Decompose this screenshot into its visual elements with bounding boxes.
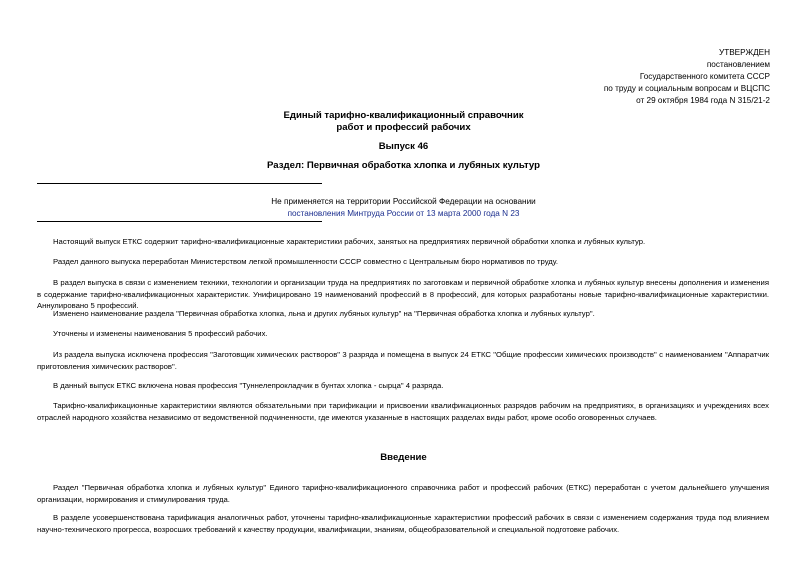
intro-paragraph: Раздел "Первичная обработка хлопка и лубяных культур" Единого тарифно-квалификационного справочника работ и профессий рабочих (ЕТКС) переработан с учетом дальнейшего улучшения организации, нормирования и стимулирования труда. [37, 483, 769, 504]
divider-bottom [37, 221, 322, 222]
paragraph: Раздел данного выпуска переработан Министерством легкой промышленности СССР совместно с Центральным бюро нормативов по труду. [53, 257, 558, 266]
document-title-line-2: работ и профессий рабочих [336, 122, 471, 133]
approval-line: по труду и социальным вопросам и ВЦСПС [603, 84, 770, 93]
intro-paragraph: В разделе усовершенствована тарификация аналогичных работ, уточнены тарифно-квалификационные характеристики профессий рабочих в связи с изменением содержания труда под влиянием научно-технического прогресса, возросших требований к качеству продукции, квалификации, знаниям, общеобразовательной и специальной подготовке рабочих. [37, 513, 769, 534]
divider-top [37, 183, 322, 184]
notice-link[interactable]: постановления Минтруда России от 13 марта 2000 года N 23 [287, 209, 520, 218]
paragraph: Изменено наименование раздела "Первичная обработка хлопка, льна и других лубяных культур" на "Первичная обработка хлопка и лубяных культур". [53, 309, 595, 318]
paragraph: Тарифно-квалификационные характеристики являются обязательными при тарификации и присвоении квалификационных разрядов рабочим на предприятиях, в организациях и учреждениях всех отраслей народного хозяйства независимо от ведомственной подчиненности, где имеются указанные в настоящих разделах виды работ, кроме особо оговоренных случаев. [37, 401, 769, 422]
approval-line: УТВЕРЖДЕН [719, 48, 770, 57]
approval-line: Государственного комитета СССР [639, 72, 770, 81]
approval-line: от 29 октября 1984 года N 315/21-2 [636, 96, 770, 105]
document-title-line-1: Единый тарифно-квалификационный справочник [283, 110, 524, 121]
paragraph: Настоящий выпуск ЕТКС содержит тарифно-квалификационные характеристики рабочих, занятых на предприятиях первичной обработки хлопка и лубяных культур. [53, 237, 646, 246]
issue-title: Выпуск 46 [378, 141, 429, 152]
paragraph: В данный выпуск ЕТКС включена новая профессия "Туннелепрокладчик в бунтах хлопка - сырца" 4 разряда. [53, 381, 444, 390]
paragraph: В раздел выпуска в связи с изменением техники, технологии и организации труда на предприятиях по заготовкам и первичной обработке хлопка и лубяных культур внесены дополнения и изменения в содержание тарифно-квалификационных характеристик. Унифицировано 19 наименований профессий в 8 профессий, для которых разработаны новые тарифно-квалификационные характеристики. Аннулировано 5 профессий. [37, 278, 769, 310]
section-title: Раздел: Первичная обработка хлопка и лубяных культур [267, 160, 540, 171]
introduction-heading: Введение [380, 452, 427, 463]
paragraph: Из раздела выпуска исключена профессия "Заготовщик химических растворов" 3 разряда и помещена в выпуск 24 ЕТКС "Общие профессии химических производств" с наименованием "Аппаратчик приготовления химических растворов". [37, 350, 769, 371]
approval-line: постановлением [706, 60, 770, 69]
approval-stamp [604, 47, 770, 107]
notice-text: Не применяется на территории Российской Федерации на основании [271, 197, 536, 206]
paragraph: Уточнены и изменены наименования 5 профессий рабочих. [53, 329, 268, 338]
notice-link-wrapper [0, 207, 807, 220]
